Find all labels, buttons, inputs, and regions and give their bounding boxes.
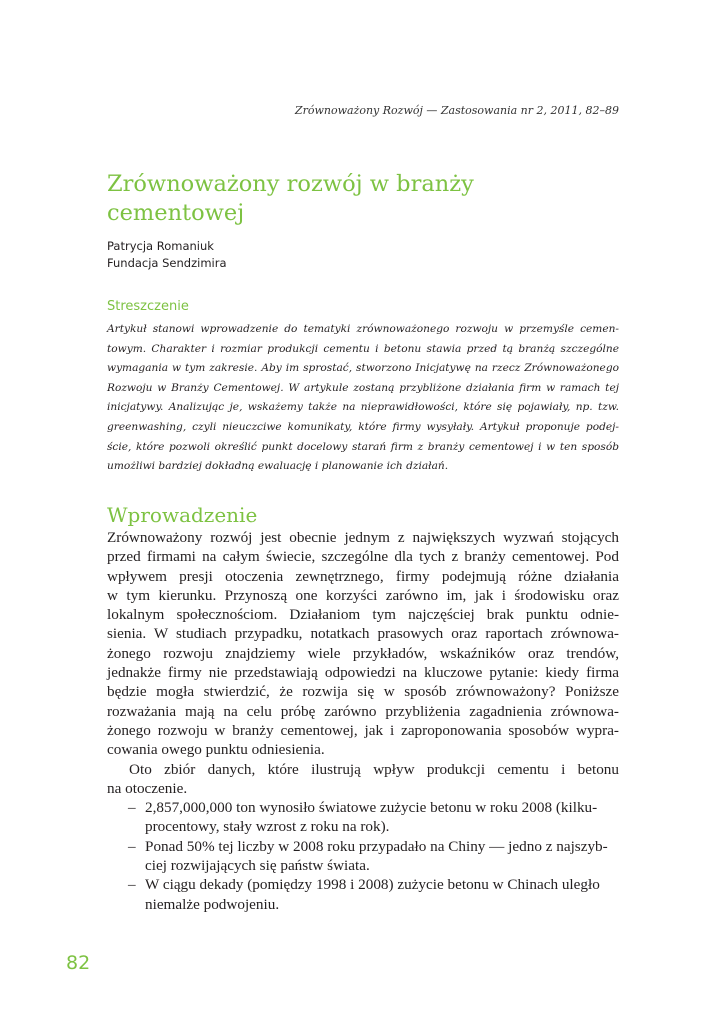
abstract-heading: Streszczenie (107, 299, 189, 314)
paragraph-line: na otoczenie. (107, 779, 188, 797)
intro-body (107, 528, 619, 914)
abstract-line: inicjatywy. Analizując je, wskażemy także na nieprawidłowości, które się pojawiały, np. tzw. (107, 401, 619, 414)
data-list (107, 798, 619, 914)
paragraph-line: cowania owego punktu odniesienia. (107, 741, 325, 759)
abstract-line: towym. Charakter i rozmiar produkcji cementu i betonu stawia przed tą branżą szczególne (107, 342, 619, 355)
abstract-line: greenwashing, czyli nieuczciwe komunikaty, które firmy wysyłały. Artykuł proponuje podej- (107, 420, 619, 433)
abstract-line: Rozwoju w Branży Cementowej. W artykule zostaną przybliżone działania firm w ramach tej (107, 381, 619, 394)
paragraph-line: Oto zbiór danych, które ilustrują wpływ produkcji cementu i betonu (129, 760, 619, 778)
paragraph-line: Zrównoważony rozwój jest obecnie jednym z największych wyzwań stojących (107, 529, 619, 546)
title-line: cementowej (107, 200, 245, 226)
abstract-line: umożliwi bardziej dokładną ewaluację i planowanie ich działań. (107, 460, 449, 473)
list-item (107, 798, 619, 837)
paragraph (107, 528, 619, 760)
article-title (107, 170, 587, 228)
author-affiliation: Fundacja Sendzimira (107, 256, 227, 270)
abstract-line: wymagania w tym zakresie. Aby im sprostać, stworzono Inicjatywę na rzecz Zrównoważonego (107, 362, 619, 375)
abstract-line: Artykuł stanowi wprowadzenie do tematyki zrównoważonego rozwoju w przemyśle cemen- (107, 323, 619, 335)
list-item-line: W ciągu dekady (pomiędzy 1998 i 2008) zużycie betonu w Chinach uległo (145, 876, 600, 894)
paragraph-line: przed firmami na całym świecie, szczególne dla tych z branży cementowej. Pod (107, 548, 619, 566)
paragraph-line: rozważania mają na celu próbę zarówno przybliżenia zagadnienia zrównowa- (107, 702, 619, 720)
author-name: Patrycja Romaniuk (107, 239, 214, 253)
paragraph-line: wpływem presji otoczenia zewnętrznego, firmy podejmują różne działania (107, 567, 619, 585)
page-number: 82 (66, 952, 91, 974)
abstract-text (107, 320, 619, 477)
dash-marker: – (128, 837, 136, 855)
dash-marker: – (128, 876, 136, 894)
running-head: Zrównoważony Rozwój — Zastosowania nr 2, 2011, 82–89 (294, 104, 619, 117)
paragraph-line: będzie mogła stwierdzić, że rozwija się w sposób zrównoważony? Poniższe (107, 683, 619, 701)
list-item-line: Ponad 50% tej liczby w 2008 roku przypadało na Chiny — jedno z najszyb- (145, 837, 608, 855)
list-item-line: ciej rozwijających się państw świata. (145, 857, 370, 875)
author-block (107, 238, 227, 272)
paragraph-line: żonego rozwoju w branży cementowej, jak i zaproponowania sposobów wypra- (107, 721, 619, 739)
paragraph-line: lokalnym społecznościom. Działaniom tym najczęściej brak punktu odnie- (107, 606, 619, 624)
abstract-line: ście, które pozwoli określić punkt docelowy starań firm z branży cementowej i w ten sposób (107, 440, 619, 453)
list-item-line: 2,857,000,000 ton wynosiło światowe zużycie betonu w roku 2008 (kilku- (145, 799, 598, 817)
dash-marker: – (128, 799, 136, 817)
list-item-line: procentowy, stały wzrost z roku na rok). (145, 818, 390, 836)
list-item (107, 837, 619, 876)
section-heading-intro: Wprowadzenie (107, 503, 258, 527)
list-item-line: niemalże podwojeniu. (145, 895, 280, 913)
paragraph-line: w tym kierunku. Przynoszą one korzyści zarówno im, jak i środowisku oraz (107, 586, 619, 604)
paragraph-line: żonego rozwoju znajdziemy wiele przykładów, wskaźników oraz trendów, (107, 644, 619, 662)
paragraph (107, 760, 619, 799)
paragraph-line: jednakże firmy nie przedstawiają odpowiedzi na kluczowe pytanie: kiedy firma (107, 664, 619, 682)
title-line: Zrównoważony rozwój w branży (107, 171, 474, 197)
list-item (107, 875, 619, 914)
paragraph-line: sienia. W studiach przypadku, notatkach prasowych oraz raportach zrównowa- (107, 625, 619, 643)
